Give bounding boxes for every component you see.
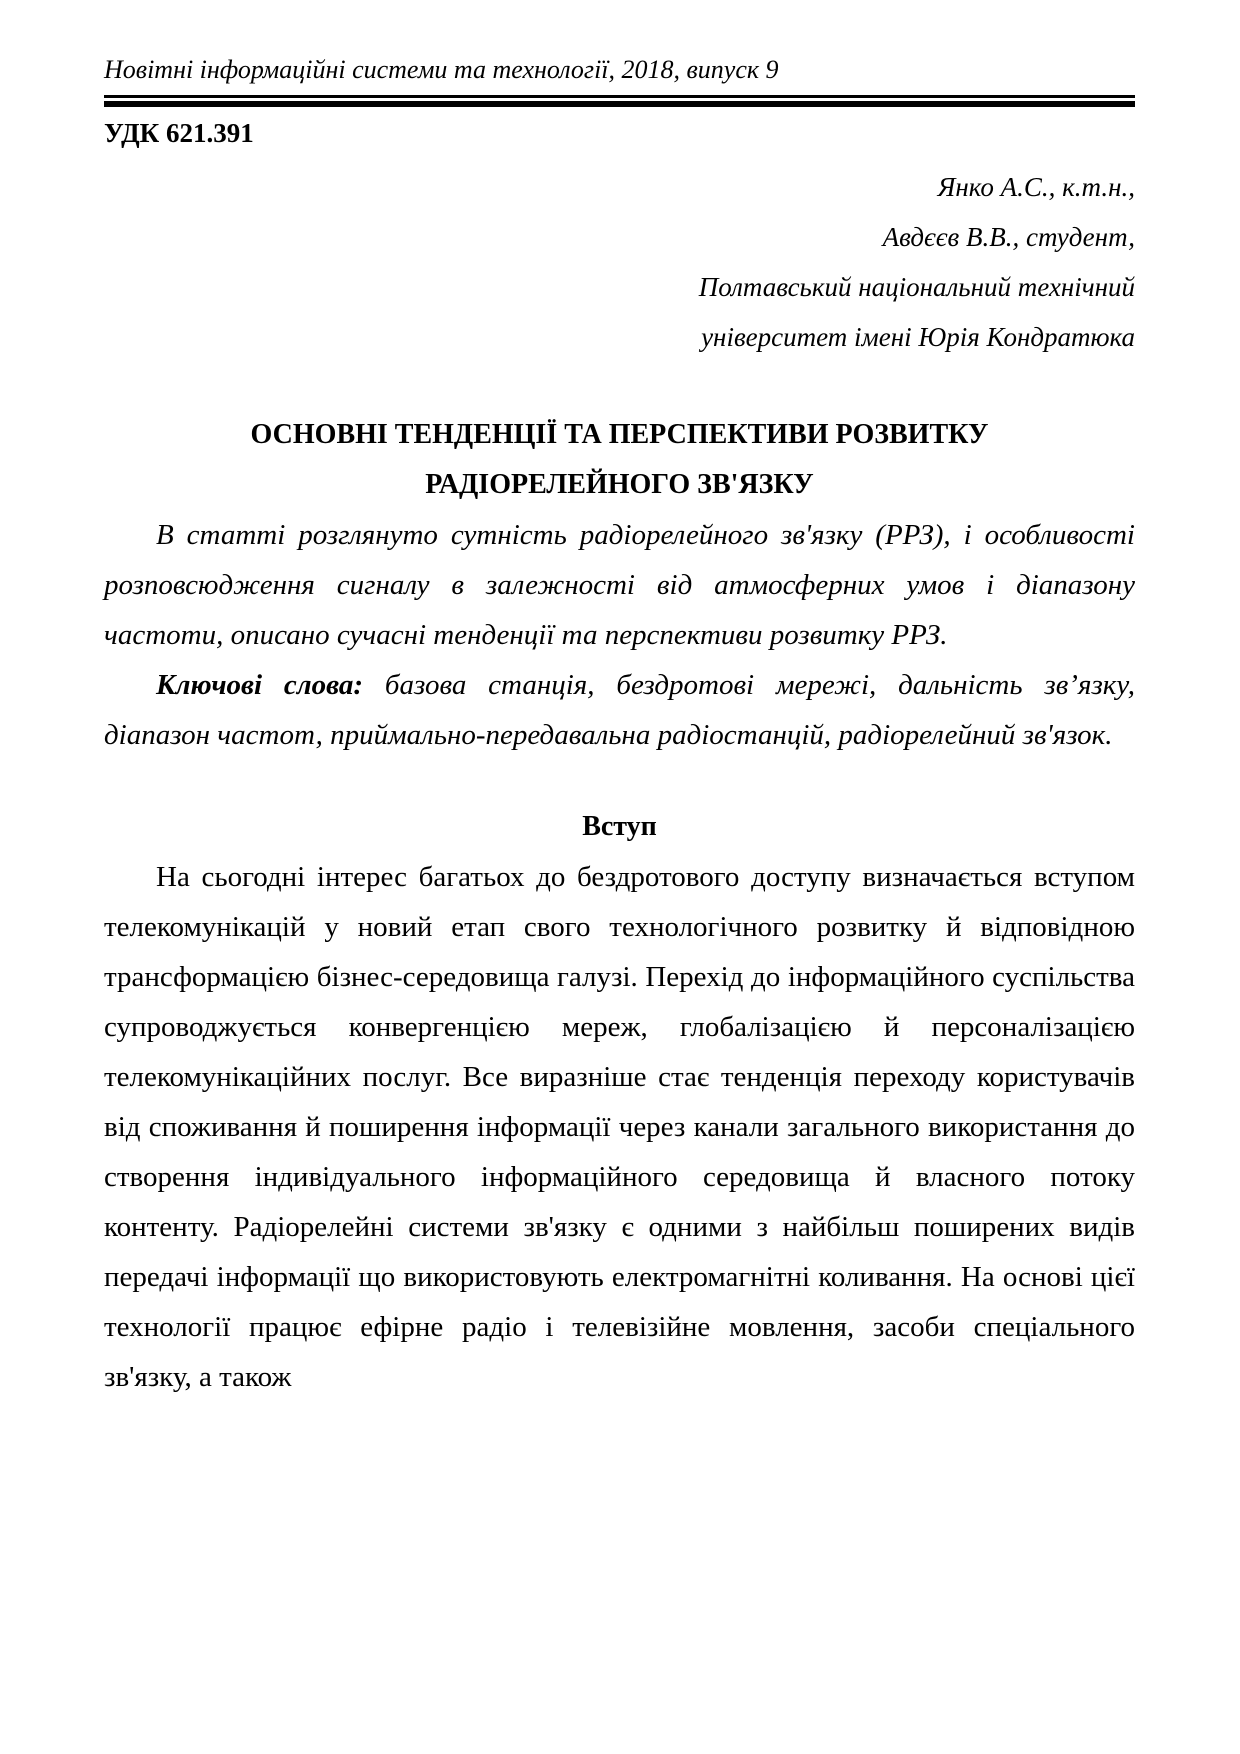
running-header: Новітні інформаційні системи та технології, 2018, випуск 9 — [104, 55, 779, 84]
section-heading-intro: Вступ — [582, 811, 657, 842]
article-title-line-1: ОСНОВНІ ТЕНДЕНЦІЇ ТА ПЕРСПЕКТИВИ РОЗВИТКУ — [250, 419, 989, 450]
author-block — [104, 162, 1135, 362]
author-line-1: Янко А.С., к.т.н., — [937, 172, 1135, 202]
article-title — [104, 410, 1135, 510]
keywords-paragraph — [104, 660, 1135, 760]
udk-code: УДК 621.391 — [104, 118, 254, 148]
keywords-label: Ключові слова: — [156, 669, 364, 701]
header-rule-divider — [104, 95, 1135, 107]
affiliation-line-1: Полтавський національний технічний — [698, 272, 1135, 302]
keywords-text: базова станція, бездротові мережі, дальність зв’язку, діапазон частот, приймально-передавальна радіостанцій, радіорелейний зв'язок. — [104, 669, 1136, 751]
abstract-paragraph: В статті розглянуто сутність радіорелейного зв'язку (РРЗ), і особливості розповсюдження сигналу в залежності від атмосферних умов і діапазону частоти, описано сучасні тенденції та перспективи розвитку РРЗ. — [104, 519, 1135, 651]
author-line-2: Авдєєв В.В., студент, — [882, 222, 1135, 252]
intro-paragraph: На сьогодні інтерес багатьох до бездротового доступу визначається вступом телекомунікацій у новий етап свого технологічного розвитку й відповідною трансформацією бізнес-середовища галузі. Перехід до інформаційного суспільства супроводжується конвергенцією мереж, глобалізацією й персоналізацією телекомунікаційних послуг. Все виразніше стає тенденція переходу користувачів від споживання й поширення інформації через канали загального використання до створення індивідуального інформаційного середовища й власного потоку контенту. Радіорелейні системи зв'язку є одними з найбільш поширених видів передачі інформації що використовують електромагнітні коливання. На основі цієї технології працює ефірне радіо і телевізійне мовлення, засоби спеціального зв'язку, а також — [104, 861, 1135, 1393]
affiliation-line-2: університет імені Юрія Кондратюка — [701, 322, 1135, 352]
article-title-line-2: РАДІОРЕЛЕЙНОГО ЗВ'ЯЗКУ — [425, 469, 814, 500]
header-rule-thick-line — [104, 101, 1135, 107]
